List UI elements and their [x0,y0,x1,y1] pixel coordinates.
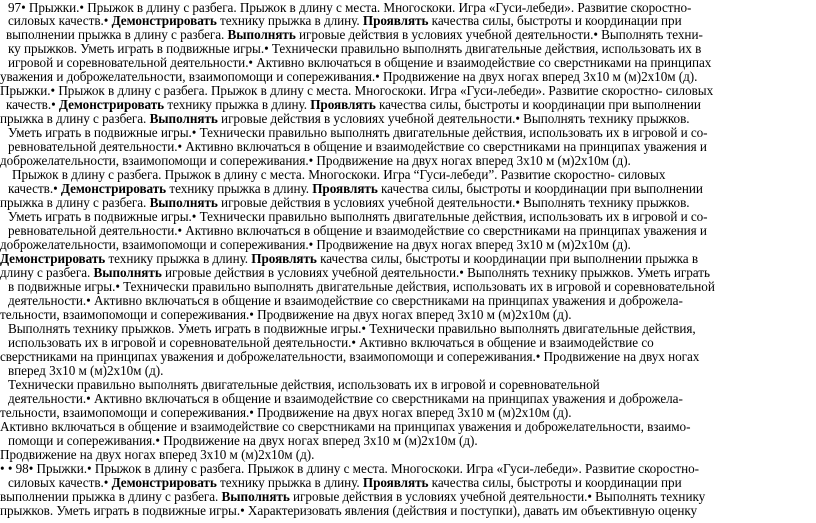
text-segment: качества силы, быстроты и координации при [428,13,682,28]
text-segment: уважения и доброжелательности, взаимопомощи и сопереживания.• Продвижение на двух ногах вперед 3х10 м (м)2х10м (д). [0,69,698,84]
text-line [8,335,654,350]
text-segment: игровые действия в условиях учебной деятельности.• Выполнять технику прыжков. [217,195,690,210]
text-segment: прыжков. Уметь играть в подвижные игры.• Характеризовать явления (действия и поступки), давать им объективную оценку [0,503,698,518]
text-segment: Продвижение на двух ногах вперед 3х10 м (м)2х10м (д). [0,447,315,462]
text-line [0,405,572,420]
text-line [6,97,701,112]
bold-term: Демонстрировать [0,251,106,266]
bold-term: Проявлять [362,13,429,28]
text-segment: Выполнять технику прыжков. Уметь играть в подвижные игры.• Технически правильно выполнять двигательные действия, [8,321,696,336]
text-segment: использовать их в игровой и соревновательной деятельности.• Активно включаться в общение и взаимодействие со [8,335,654,350]
text-segment: ревновательной деятельности.• Активно включаться в общение и взаимодействие со сверстниками на принципах уважения и [8,223,707,238]
bold-term: Демонстрировать [60,181,167,196]
bold-term: Проявлять [312,181,378,196]
text-segment: Прыжки.• Прыжок в длину с разбега. Прыжок в длину с места. Многоскоки. Игра «Гуси-лебеди». Развитие скоростно- силовых [0,83,714,98]
text-segment: доброжелательности, взаимопомощи и сопереживания.• Продвижение на двух ногах вперед 3х10 м (м)2х10м (д). [0,153,631,168]
text-segment: сверстниками на принципах уважения и доброжелательности, взаимопомощи и сопереживания.• Продвижение на двух ногах [0,349,700,364]
text-line [8,377,600,392]
text-segment: доброжелательности, взаимопомощи и сопереживания.• Продвижение на двух ногах вперед 3х10 м (м)2х10м (д). [0,237,631,252]
text-segment: деятельности.• Активно включаться в общение и взаимодействие со сверстниками на принципах уважения и доброжела- [8,293,683,308]
text-line [0,307,572,322]
bold-term: Проявлять [310,97,376,112]
text-segment: Прыжок в длину с разбега. Прыжок в длину с места. Многоскоки. Игра “Гуси-лебеди”. Развитие скоростно- силовых [12,167,666,182]
text-line [0,69,697,84]
text-line [8,13,682,28]
text-line [0,83,713,98]
text-line [8,181,703,196]
text-line [0,153,631,168]
text-segment: игровые действия в условиях учебной деятельности.• Выполнять технику прыжков. Уметь играть [161,265,710,280]
text-segment: технику прыжка в длину. [164,97,311,112]
bold-term: Выполнять [221,489,290,504]
text-line [8,363,163,378]
text-segment: игровой и соревновательной деятельности.• Активно включаться в общение и взаимодействие со сверстниками на принципах [8,55,712,70]
bold-term: Проявлять [251,251,317,266]
text-line [6,27,703,42]
text-segment: технику прыжка в длину. [216,475,363,490]
bold-term: Демонстрировать [111,13,217,28]
text-line [0,251,698,266]
text-segment: технику прыжка в длину. [216,13,363,28]
text-segment: игровые действия в условиях учебной деятельности.• Выполнять технику прыжков. [217,111,690,126]
text-line [0,265,710,280]
text-segment: игровые действия в условиях учебной деятельности.• Выполнять техни- [295,27,703,42]
text-segment: прыжка в длину с разбега. [0,195,150,210]
text-line [8,475,682,490]
text-line [12,167,665,182]
text-segment: прыжка в длину с разбега. [0,111,150,126]
text-line [8,321,696,336]
text-line [8,223,707,238]
text-line [8,391,683,406]
text-segment: выполнении прыжка в длину с разбега. [6,27,228,42]
text-line [0,419,690,434]
text-segment: помощи и сопереживания.• Продвижение на двух ногах вперед 3х10 м (м)2х10м (д). [8,433,478,448]
text-segment: Активно включаться в общение и взаимодействие со сверстниками на принципах уважения и доброжелательности, взаимо- [0,419,691,434]
text-line [0,195,690,210]
text-segment: 97• Прыжки.• Прыжок в длину с разбега. Прыжок в длину с места. Многоскоки. Игра «Гуси-лебеди». Развитие скоростно- [8,0,692,15]
text-line [0,447,314,462]
text-segment: качества силы, быстроты и координации при выполнении [377,181,703,196]
bold-term: Выполнять [93,265,162,280]
text-segment: качества силы, быстроты и координации при выполнении прыжка в [316,251,699,266]
bold-term: Выполнять [149,195,218,210]
text-line [8,433,478,448]
bold-term: Демонстрировать [111,475,217,490]
text-segment: ку прыжков. Уметь играть в подвижные игры.• Технически правильно выполнять двигательные действия, использовать их в [8,41,702,56]
text-segment: ревновательной деятельности.• Активно включаться в общение и взаимодействие со сверстниками на принципах уважения и [8,139,707,154]
text-line [0,503,697,518]
text-line [8,139,707,154]
text-segment: вперед 3х10 м (м)2х10м (д). [8,363,164,378]
text-line [0,461,699,476]
text-segment: технику прыжка в длину. [166,181,313,196]
text-line [8,125,708,140]
text-segment: тельности, взаимопомощи и сопереживания.• Продвижение на двух ногах вперед 3х10 м (м)2х10м (д). [0,307,572,322]
text-line [8,293,683,308]
text-segment: качества силы, быстроты и координации при [428,475,682,490]
bold-term: Выполнять [149,111,218,126]
text-line [0,111,690,126]
text-segment: деятельности.• Активно включаться в общение и взаимодействие со сверстниками на принципах уважения и доброжела- [8,391,683,406]
text-segment: силовых качеств.• [8,475,112,490]
text-line [0,349,699,364]
text-segment: Уметь играть в подвижные игры.• Технически правильно выполнять двигательные действия, использовать их в игровой и со- [8,125,708,140]
text-line [0,489,705,504]
text-segment: Уметь играть в подвижные игры.• Технически правильно выполнять двигательные действия, использовать их в игровой и со- [8,209,708,224]
text-segment: качеств.• [6,97,59,112]
bold-term: Демонстрировать [58,97,165,112]
text-segment: выполнении прыжка в длину с разбега. [0,489,222,504]
text-segment: • • 98• Прыжки.• Прыжок в длину с разбега. Прыжок в длину с места. Многоскоки. Игра «Гуси-лебеди». Развитие скоростно- [0,461,700,476]
text-line [8,55,711,70]
bold-term: Проявлять [362,475,429,490]
text-segment: качеств.• [8,181,61,196]
text-segment: силовых качеств.• [8,13,112,28]
text-line [8,279,715,294]
text-segment: длину с разбега. [0,265,94,280]
text-segment: Технически правильно выполнять двигательные действия, использовать их в игровой и соревновательной [8,377,600,392]
text-segment: игровые действия в условиях учебной деятельности.• Выполнять технику [289,489,706,504]
text-segment: в подвижные игры.• Технически правильно выполнять двигательные действия, использовать их в игровой и соревновательной [8,279,715,294]
text-line [8,41,701,56]
text-segment: качества силы, быстроты и координации при выполнении [375,97,701,112]
text-line [0,237,631,252]
text-segment: технику прыжка в длину. [105,251,252,266]
text-line [8,209,708,224]
text-segment: тельности, взаимопомощи и сопереживания.• Продвижение на двух ногах вперед 3х10 м (м)2х10м (д). [0,405,572,420]
bold-term: Выполнять [227,27,296,42]
